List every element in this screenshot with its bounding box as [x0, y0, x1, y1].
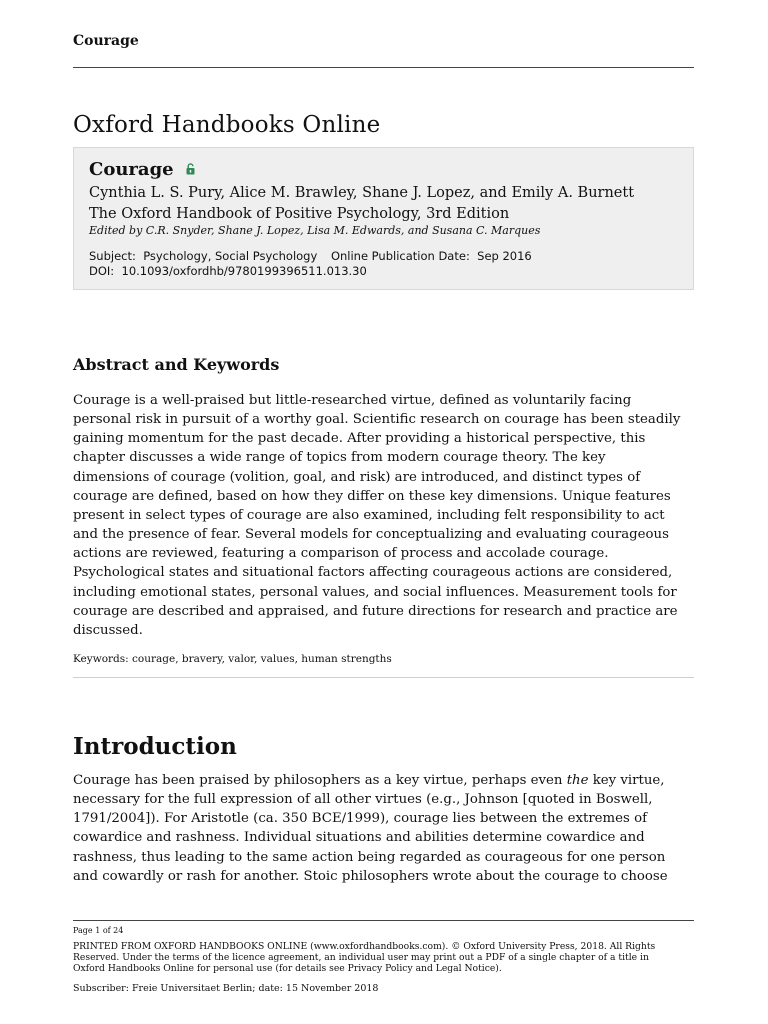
introduction-line: cowardice and rashness. Individual situations and abilities determine cowardice and	[73, 830, 645, 846]
abstract-line: personal risk in pursuit of a worthy goal. Scientific research on courage has been steadily	[73, 412, 681, 428]
header-divider	[73, 67, 694, 68]
abstract-line: discussed.	[73, 622, 143, 638]
abstract-line: and the presence of fear. Several models for conceptualizing and evaluating courageous	[73, 527, 669, 543]
lock-open-icon	[186, 159, 195, 180]
print-notice-line: PRINTED FROM OXFORD HANDBOOKS ONLINE (www.oxfordhandbooks.com). © Oxford University Press, 2018. All Rights	[73, 941, 656, 952]
chapter-title: Courage	[89, 159, 174, 180]
subscriber-info: Subscriber: Freie Universitaet Berlin; date: 15 November 2018	[73, 983, 379, 994]
section-divider	[73, 677, 694, 678]
introduction-line: and cowardly or rash for another. Stoic philosophers wrote about the courage to choose	[73, 868, 668, 884]
chapter-info-box	[73, 147, 694, 290]
abstract-line: dimensions of courage (volition, goal, and risk) are introduced, and distinct types of	[73, 469, 641, 485]
publication-date-value: Sep 2016	[477, 249, 532, 263]
introduction-line	[73, 771, 698, 790]
introduction-paragraph	[73, 771, 698, 886]
abstract-line: gaining momentum for the past decade. After providing a historical perspective, this	[73, 431, 646, 447]
keywords-label: Keywords:	[73, 653, 129, 665]
print-notice-line: Reserved. Under the terms of the licence agreement, an individual user may print out a PDF of a single chapter of a title in	[73, 952, 649, 963]
abstract-line: actions are reviewed, featuring a comparison of process and accolade courage.	[73, 546, 609, 562]
introduction-line: rashness, thus leading to the same action being regarded as courageous for one person	[73, 849, 666, 865]
abstract-line: Psychological states and situational factors affecting courageous actions are considered,	[73, 565, 673, 581]
handbook-editors: Edited by C.R. Snyder, Shane J. Lopez, Lisa M. Edwards, and Susana C. Marques	[89, 224, 541, 237]
subject-label: Subject:	[89, 249, 136, 263]
subject-row	[89, 249, 532, 263]
subject-value: Psychology, Social Psychology	[143, 249, 318, 263]
chapter-authors: Cynthia L. S. Pury, Alice M. Brawley, Shane J. Lopez, and Emily A. Burnett	[89, 185, 635, 201]
page-number: Page 1 of 24	[73, 926, 124, 935]
abstract-line: including emotional states, personal values, and social influences. Measurement tools for	[73, 584, 677, 600]
site-title: Oxford Handbooks Online	[73, 112, 381, 138]
introduction-line-end: key virtue,	[588, 773, 665, 788]
print-notice	[73, 941, 698, 974]
abstract-paragraph	[73, 391, 698, 640]
abstract-line: courage are defined, based on how they differ on these key dimensions. Unique features	[73, 488, 671, 504]
doi-row	[89, 264, 367, 278]
handbook-title: The Oxford Handbook of Positive Psychology, 3rd Edition	[89, 206, 510, 222]
abstract-line: courage are described and appraised, and future directions for research and practice are	[73, 603, 678, 619]
footer-divider	[73, 920, 694, 921]
abstract-heading: Abstract and Keywords	[73, 355, 280, 374]
print-notice-line: Oxford Handbooks Online for personal use (for details see Privacy Policy and Legal Notice).	[73, 963, 502, 974]
abstract-line: chapter discusses a wide range of topics from modern courage theory. The key	[73, 450, 606, 466]
keywords-row	[73, 653, 392, 665]
introduction-line: necessary for the full expression of all other virtues (e.g., Johnson [quoted in Boswell,	[73, 792, 653, 808]
publication-date-label: Online Publication Date:	[330, 249, 470, 263]
keywords-list: courage, bravery, valor, values, human strengths	[132, 653, 392, 665]
introduction-line: 1791/2004]). For Aristotle (ca. 350 BCE/1999), courage lies between the extremes of	[73, 811, 647, 827]
introduction-line-start: Courage has been praised by philosophers as a key virtue, perhaps even	[73, 773, 567, 788]
doi-label: DOI:	[89, 264, 115, 278]
chapter-title-row	[89, 159, 195, 181]
emphasized-word: the	[566, 773, 589, 788]
introduction-heading: Introduction	[73, 733, 237, 760]
running-title: Courage	[73, 33, 139, 49]
abstract-line: present in select types of courage are also examined, including felt responsibility to act	[73, 507, 665, 523]
abstract-line: Courage is a well-praised but little-researched virtue, defined as voluntarily facing	[73, 393, 632, 408]
doi-link[interactable]: 10.1093/oxfordhb/9780199396511.013.30	[121, 264, 367, 278]
